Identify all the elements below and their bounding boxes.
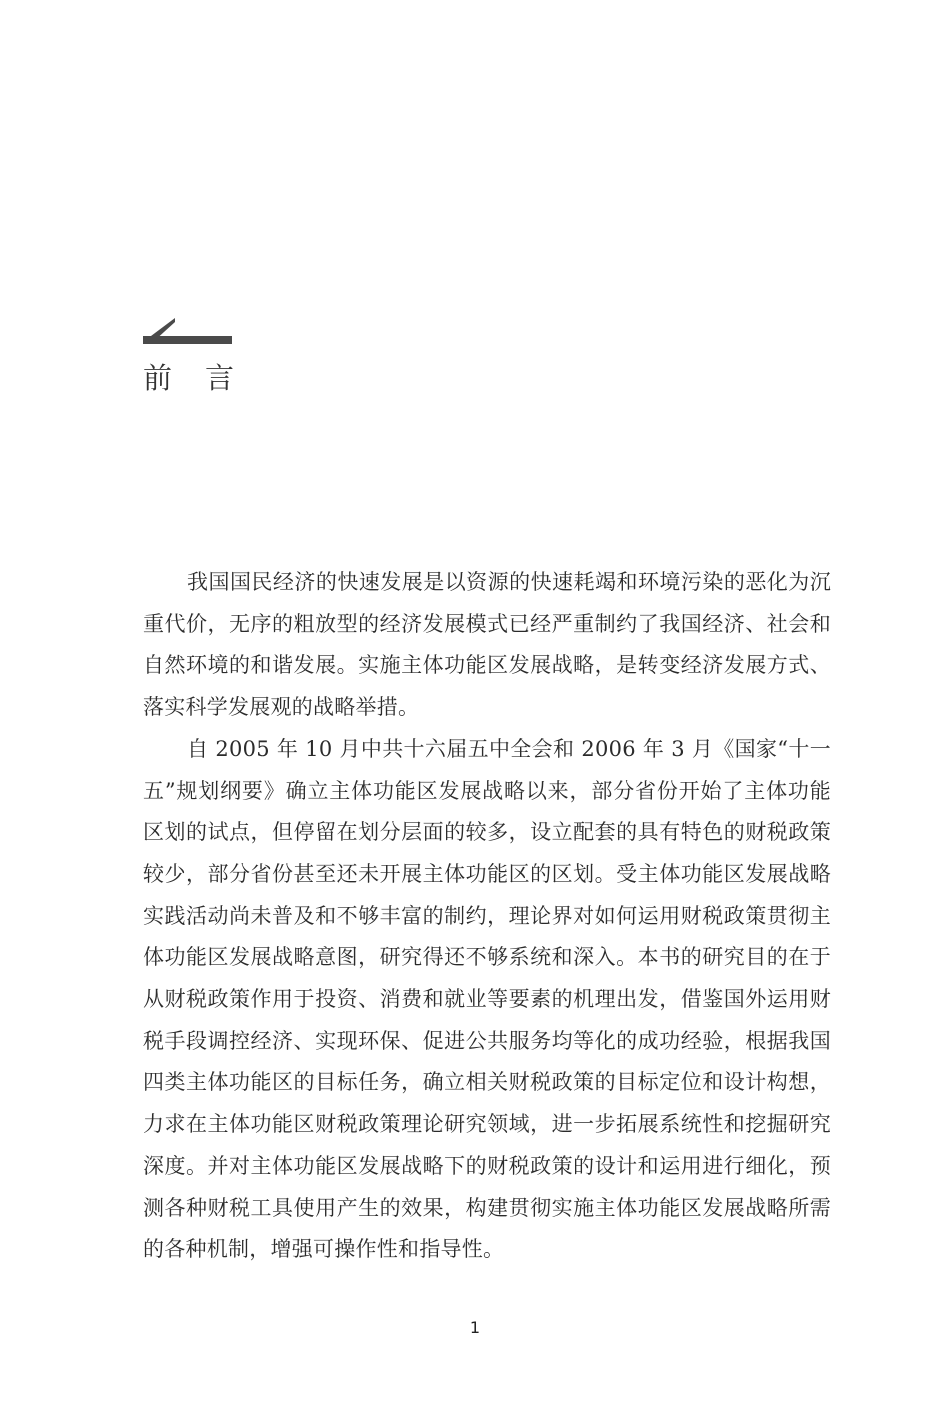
chapter-heading-mark	[143, 318, 232, 344]
paragraph-2: 自 2005 年 10 月中共十六届五中全会和 2006 年 3 月《国家“十一五”规划纲要》确立主体功能区发展战略以来，部分省份开始了主体功能区划的试点，但停留在划分层面的较多，设立配套的具有特色的财税政策较少，部分省份甚至还未开展主体功能区的区划。受主体功能区发展战略实践活动尚未普及和不够丰富的制约，理论界对如何运用财税政策贯彻主体功能区发展战略意图，研究得还不够系统和深入。本书的研究目的在于从财税政策作用于投资、消费和就业等要素的机理出发，借鉴国外运用财税手段调控经济、实现环保、促进公共服务均等化的成功经验，根据我国四类主体功能区的目标任务，确立相关财税政策的目标定位和设计构想，力求在主体功能区财税政策理论研究领域，进一步拓展系统性和挖掘研究深度。并对主体功能区发展战略下的财税政策的设计和运用进行细化，预测各种财税工具使用产生的效果，构建贯彻实施主体功能区发展战略所需的各种机制，增强可操作性和指导性。	[143, 736, 831, 1262]
paragraph-1: 我国国民经济的快速发展是以资源的快速耗竭和环境污染的恶化为沉重代价，无序的粗放型的经济发展模式已经严重制约了我国经济、社会和自然环境的和谐发展。实施主体功能区发展战略，是转变经济发展方式、落实科学发展观的战略举措。	[143, 570, 831, 720]
page-number: 1	[469, 1318, 481, 1337]
chapter-title: 前言	[143, 361, 268, 395]
heading-mark-bar	[143, 336, 232, 344]
body-text	[143, 562, 831, 1271]
